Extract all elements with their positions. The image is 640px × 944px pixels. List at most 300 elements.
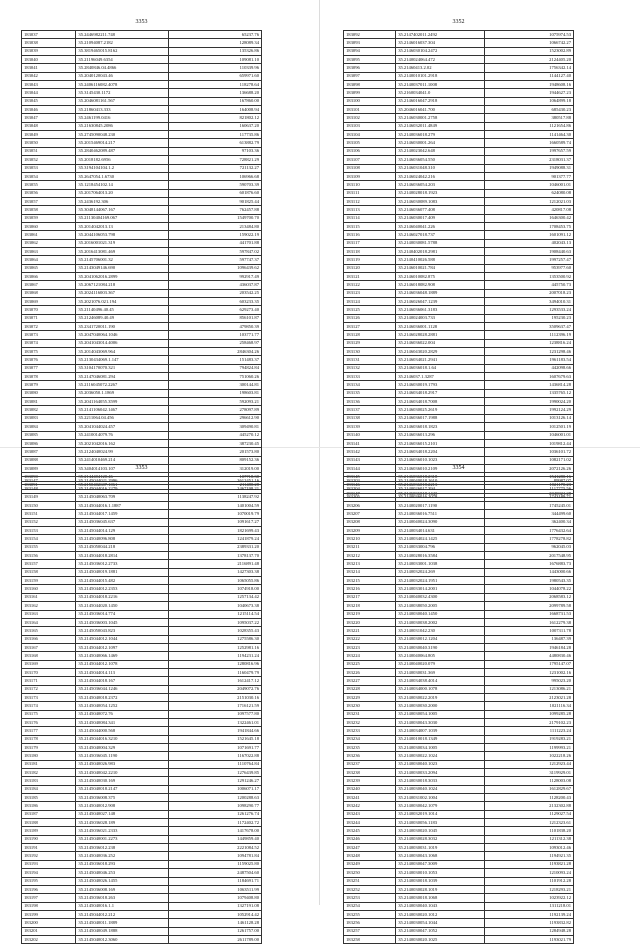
row-id-cell: 183095	[344, 56, 396, 64]
table-row	[344, 760, 574, 768]
code-cell: 35.2145044012.1078	[76, 660, 169, 668]
table-row	[344, 272, 574, 280]
table-row	[344, 618, 574, 626]
amount-cell: 1231002.16	[485, 668, 574, 676]
table-row	[344, 819, 574, 827]
row-id-cell: 183123	[344, 289, 396, 297]
code-cell: 35.2146030019.1793	[396, 381, 485, 389]
code-cell: 35.2461199.0416	[76, 114, 169, 122]
table-row	[344, 206, 574, 214]
code-cell: 35.2140030038.2002	[396, 618, 485, 626]
table-row	[344, 81, 574, 89]
amount-cell: 2132302.88	[485, 802, 574, 810]
code-cell: 35.2146036010.2109	[396, 464, 485, 472]
table-row	[22, 760, 262, 768]
amount-cell: 1776432.64	[485, 527, 574, 535]
code-cell: 35.2140030020.1025	[396, 935, 485, 943]
code-cell: 35.2145706001.32	[76, 256, 169, 264]
row-id-cell: 183240	[344, 785, 396, 793]
row-id-cell: 183226	[344, 668, 396, 676]
code-cell: 35.2144404120.46	[76, 473, 169, 481]
table-row	[22, 364, 262, 372]
amount-cell: 1284948.28	[485, 927, 574, 935]
amount-cell: 1280816.96	[169, 660, 262, 668]
table-row	[22, 39, 262, 47]
row-id-cell: 183108	[344, 164, 396, 172]
row-id-cell: 183250	[344, 869, 396, 877]
code-cell: 35.2146036010.1023	[396, 456, 485, 464]
row-id-cell: 183048	[22, 122, 76, 130]
amount-cell: 751060.26	[169, 373, 262, 381]
code-cell: 35.1218454102.14	[76, 181, 169, 189]
amount-cell: 151483.37	[169, 356, 262, 364]
table-row	[22, 114, 262, 122]
row-id-cell: 183046	[22, 106, 76, 114]
row-id-cell: 183149	[22, 493, 76, 501]
amount-cell: 1028355.43	[169, 627, 262, 635]
row-id-cell: 183132	[344, 364, 396, 372]
row-id-cell: 183253	[344, 894, 396, 902]
amount-cell: 1097577.80	[169, 710, 262, 718]
row-id-cell: 183063	[22, 247, 76, 255]
amount-cell: 856101.87	[169, 314, 262, 322]
code-cell: 35.2145036012.238	[76, 844, 169, 852]
code-cell: 35.2145040084.341	[76, 718, 169, 726]
row-id-cell: 183221	[344, 627, 396, 635]
code-cell: 35.2015469014.217	[76, 139, 169, 147]
row-id-cell: 183136	[344, 398, 396, 406]
table-row	[344, 398, 574, 406]
code-cell: 35.2147402011.2492	[396, 31, 485, 39]
amount-cell: 1098290.77	[169, 802, 262, 810]
table-row	[22, 910, 262, 918]
row-id-cell: 183105	[344, 139, 396, 147]
table-row	[344, 827, 574, 835]
table-row	[344, 431, 574, 439]
row-id-cell: 183230	[344, 702, 396, 710]
table-row	[22, 106, 262, 114]
row-id-cell: 183107	[344, 156, 396, 164]
row-id-cell: 183147	[344, 489, 396, 497]
amount-cell: 1436814.28	[485, 381, 574, 389]
amount-cell: 1036101.72	[485, 448, 574, 456]
code-cell: 35.2145036008.169	[76, 885, 169, 893]
row-id-cell: 183114	[344, 214, 396, 222]
table-row	[22, 577, 262, 585]
code-cell: 35.2140030010.1053	[396, 869, 485, 877]
code-cell: 35.2146034018.7008	[396, 398, 485, 406]
code-cell: 35.2018182.6956	[76, 156, 169, 164]
code-cell: 35.2140030030.2000	[396, 702, 485, 710]
amount-cell: 1213086.21	[485, 685, 574, 693]
amount-cell: 1378137.70	[169, 552, 262, 560]
table-row	[22, 752, 262, 760]
code-cell: 35.2414010469.214	[76, 456, 169, 464]
amount-cell: 1167022.88	[169, 752, 262, 760]
amount-cell: 1449859.40	[169, 835, 262, 843]
row-id-cell: 183071	[22, 314, 76, 322]
code-cell: 35.2145040012.3060	[76, 935, 169, 943]
amount-cell: 1612829.67	[485, 785, 574, 793]
row-id-cell: 183244	[344, 819, 396, 827]
data-table	[21, 30, 262, 490]
table-row	[22, 902, 262, 910]
table-row	[344, 794, 574, 802]
amount-cell: 1401004.59	[169, 502, 262, 510]
table-row	[344, 610, 574, 618]
table-row	[344, 602, 574, 610]
amount-cell: 1778278.82	[485, 535, 574, 543]
amount-cell: 953977.60	[485, 264, 574, 272]
amount-cell: 685430.23	[485, 106, 574, 114]
amount-cell: 1795147.07	[485, 660, 574, 668]
amount-cell: 1194921.35	[485, 852, 574, 860]
table-row	[344, 114, 574, 122]
amount-cell: 1091617.27	[169, 518, 262, 526]
row-id-cell: 183064	[22, 256, 76, 264]
row-id-cell: 183211	[344, 543, 396, 551]
row-id-cell: 183068	[22, 289, 76, 297]
code-cell: 35.2140030031.369	[396, 668, 485, 676]
code-cell: 35.21246089.40.49	[76, 314, 169, 322]
row-id-cell: 183235	[344, 744, 396, 752]
code-cell: 35.2145044015.482	[76, 577, 169, 585]
amount-cell: 601876.60	[169, 189, 262, 197]
data-table	[21, 476, 262, 944]
row-id-cell: 183086	[22, 439, 76, 447]
page-bottom-right	[343, 463, 574, 942]
row-id-cell: 183080	[22, 389, 76, 397]
amount-cell: 1949088.31	[485, 164, 574, 172]
table-row	[22, 222, 262, 230]
row-id-cell: 183192	[22, 852, 76, 860]
table-row	[22, 510, 262, 518]
table-row	[344, 122, 574, 130]
table-row	[344, 222, 574, 230]
code-cell: 35.2140024003.733	[396, 314, 485, 322]
code-cell: 35.2146026047.1239	[396, 298, 485, 306]
row-id-cell: 183243	[344, 810, 396, 818]
row-id-cell: 183039	[22, 47, 76, 55]
row-id-cell: 183233	[344, 727, 396, 735]
table-row	[22, 635, 262, 643]
code-cell: 35.2140033001.1038	[396, 560, 485, 568]
code-cell: 35.2145040049.1888	[76, 927, 169, 935]
row-id-cell: 183191	[22, 844, 76, 852]
amount-cell: 1012501.19	[485, 423, 574, 431]
vertical-divider	[319, 0, 320, 905]
code-cell: 35.2140033014.2001	[396, 585, 485, 593]
amount-cell: 1417678.00	[169, 827, 262, 835]
code-cell: 35.2145044000.568	[76, 727, 169, 735]
row-id-cell: 183178	[22, 735, 76, 743]
row-id-cell: 183117	[344, 239, 396, 247]
row-id-cell: 183258	[344, 935, 396, 943]
amount-cell: 1193832.82	[485, 919, 574, 927]
row-id-cell: 183112	[344, 197, 396, 205]
row-id-cell: 183121	[344, 272, 396, 280]
row-id-cell: 183067	[22, 281, 76, 289]
row-id-cell: 183069	[22, 298, 76, 306]
table-row	[344, 493, 574, 501]
row-id-cell: 183254	[344, 902, 396, 910]
code-cell: 35.2146028028.2881	[396, 331, 485, 339]
row-id-cell: 183251	[344, 877, 396, 885]
row-id-cell: 183207	[344, 510, 396, 518]
row-id-cell: 183158	[22, 568, 76, 576]
table-row	[22, 718, 262, 726]
code-cell: 35.2146034021.2941	[396, 356, 485, 364]
row-id-cell: 183055	[22, 181, 76, 189]
code-cell: 35.2145040030.169	[76, 777, 169, 785]
code-cell: 35.2145040036.252	[76, 852, 169, 860]
amount-cell: 2487504.60	[169, 869, 262, 877]
amount-cell: 1193821.28	[485, 860, 574, 868]
row-id-cell: 183052	[22, 156, 76, 164]
row-id-cell: 183200	[22, 919, 76, 927]
row-id-cell: 183100	[344, 97, 396, 105]
table-row	[22, 527, 262, 535]
amount-cell: 1079408.80	[169, 894, 262, 902]
row-id-cell: 183042	[22, 72, 76, 80]
code-cell: 35.2145036021.2333	[76, 827, 169, 835]
amount-cell: 159022.19	[169, 231, 262, 239]
code-cell: 35.2745090048.230	[76, 131, 169, 139]
page-number: 3352	[452, 19, 465, 25]
code-cell: 35.2067121084.218	[76, 281, 169, 289]
code-cell: 35.2140030028.3032	[396, 835, 485, 843]
amount-cell: 2151030.16	[169, 693, 262, 701]
row-id-cell: 183168	[22, 652, 76, 660]
amount-cell: 1660589.74	[485, 139, 574, 147]
row-id-cell: 183247	[344, 844, 396, 852]
code-cell: 35.2146031048.310	[396, 164, 485, 172]
row-id-cell: 183239	[344, 777, 396, 785]
table-row	[344, 718, 574, 726]
table-row	[344, 577, 574, 585]
code-cell: 35.2145040001.2273	[76, 835, 169, 843]
row-id-cell: 183227	[344, 677, 396, 685]
row-id-cell: 183129	[344, 339, 396, 347]
table-row	[344, 314, 574, 322]
table-row	[344, 298, 574, 306]
table-row	[344, 164, 574, 172]
row-id-cell: 183127	[344, 323, 396, 331]
amount-cell: 1117775.56	[485, 485, 574, 493]
code-cell: 35.2140032024.269	[396, 568, 485, 576]
table-row	[22, 935, 262, 943]
table-row	[22, 560, 262, 568]
table-row	[22, 685, 262, 693]
amount-cell: 3494010.31	[485, 298, 574, 306]
table-row	[22, 431, 262, 439]
table-row	[22, 214, 262, 222]
code-cell: 35.2140034024.1425	[396, 535, 485, 543]
code-cell: 35.2140030040.3190	[396, 643, 485, 651]
table-row	[344, 635, 574, 643]
table-row	[344, 735, 574, 743]
code-cell: 35.2146030104.2472	[396, 47, 485, 55]
amount-cell: 1052914.42	[169, 910, 262, 918]
table-row	[22, 568, 262, 576]
table-row	[344, 172, 574, 180]
amount-cell: 1159025.80	[169, 860, 262, 868]
code-cell: 35.2145050044.218	[76, 543, 169, 551]
code-cell: 35.2140030018.1068	[396, 894, 485, 902]
amount-cell: 1218293.21	[485, 885, 574, 893]
amount-cell: 1082171.02	[485, 456, 574, 464]
row-id-cell: 183142	[344, 448, 396, 456]
row-id-cell: 183049	[22, 131, 76, 139]
row-id-cell: 183155	[22, 543, 76, 551]
code-cell: 35.2146024042.216	[396, 172, 485, 180]
row-id-cell: 183082	[22, 406, 76, 414]
table-row	[22, 585, 262, 593]
row-id-cell: 183133	[344, 373, 396, 381]
code-cell: 35.2145044014.129	[76, 527, 169, 535]
code-cell: 35.2140033004.796	[396, 543, 485, 551]
row-id-cell: 183182	[22, 769, 76, 777]
code-cell: 35.2145036012.2733	[76, 560, 169, 568]
code-cell: 35.2130434069.1.147	[76, 356, 169, 364]
code-cell: 35.2140030040.1023	[396, 760, 485, 768]
code-cell: 35.2140037011.1008	[396, 81, 485, 89]
table-row	[344, 869, 574, 877]
amount-cell: 728821.29	[169, 156, 262, 164]
row-id-cell: 183257	[344, 927, 396, 935]
amount-cell: 1980543.35	[485, 577, 574, 585]
code-cell: 35.2140030040.1043	[396, 902, 485, 910]
amount-cell: 1075974.53	[485, 31, 574, 39]
amount-cell: 1200288.63	[169, 794, 262, 802]
amount-cell: 794824.84	[169, 364, 262, 372]
code-cell: 35.2140030028.1019	[396, 885, 485, 893]
code-cell: 35.2046081161.567	[76, 97, 169, 105]
code-cell: 35.2146010082.875	[396, 272, 485, 280]
table-row	[22, 348, 262, 356]
table-row	[22, 819, 262, 827]
amount-cell: 203542.25	[169, 289, 262, 297]
amount-cell: 2467198.21	[169, 485, 262, 493]
table-row	[344, 535, 574, 543]
row-id-cell: 183219	[344, 610, 396, 618]
table-row	[22, 485, 262, 493]
table-row	[344, 56, 574, 64]
code-cell: 35.2140040020.079	[396, 660, 485, 668]
row-id-cell: 183245	[344, 827, 396, 835]
amount-cell: 1257134.42	[169, 593, 262, 601]
amount-cell: 380517.88	[485, 114, 574, 122]
row-id-cell: 183148	[22, 485, 76, 493]
row-id-cell: 183246	[344, 835, 396, 843]
row-id-cell: 183092	[344, 31, 396, 39]
amount-cell: 1990024.20	[485, 398, 574, 406]
amount-cell: 901825.44	[169, 197, 262, 205]
amount-cell: 1756342.14	[485, 64, 574, 72]
amount-cell: 195230.23	[485, 314, 574, 322]
amount-cell: 1291246.27	[169, 777, 262, 785]
row-id-cell: 183116	[344, 231, 396, 239]
amount-cell: 160637.20	[169, 122, 262, 130]
table-row	[22, 156, 262, 164]
amount-cell: 106966.68	[169, 172, 262, 180]
code-cell: 35.2446982211.748	[76, 31, 169, 39]
row-id-cell: 183223	[344, 643, 396, 651]
code-cell: 35.2140030034.1005	[396, 744, 485, 752]
amount-cell: 312019.00	[169, 464, 262, 472]
table-row	[344, 189, 574, 197]
code-cell: 35.2145036018.263	[76, 894, 169, 902]
table-row	[344, 214, 574, 222]
amount-cell: 2846304.26	[169, 348, 262, 356]
amount-cell: 1612417.12	[169, 677, 262, 685]
table-row	[22, 97, 262, 105]
amount-cell: 136487.39	[485, 635, 574, 643]
table-row	[344, 181, 574, 189]
amount-cell: 1040673.38	[169, 602, 262, 610]
table-row	[22, 314, 262, 322]
table-row	[22, 769, 262, 777]
amount-cell: 809152.36	[169, 456, 262, 464]
row-id-cell: 183058	[22, 206, 76, 214]
amount-cell: 1541280.16	[485, 473, 574, 481]
table-row	[22, 264, 262, 272]
amount-cell: 1212923.44	[485, 760, 574, 768]
table-row	[344, 381, 574, 389]
row-id-cell: 183061	[22, 231, 76, 239]
code-cell: 35.2840846.04.4866	[76, 64, 169, 72]
table-row	[22, 373, 262, 381]
table-row	[344, 777, 574, 785]
table-row	[22, 323, 262, 331]
code-cell: 35.2036050.1.1869	[76, 389, 169, 397]
table-row	[344, 560, 574, 568]
row-id-cell: 183160	[22, 585, 76, 593]
row-id-cell: 183218	[344, 602, 396, 610]
code-cell: 35.2140030018.1039	[396, 877, 485, 885]
table-row	[22, 668, 262, 676]
table-row	[344, 627, 574, 635]
code-cell: 35.2145036008.375	[76, 794, 169, 802]
table-row	[22, 593, 262, 601]
table-row	[344, 47, 574, 55]
amount-cell: 1668731.53	[485, 610, 574, 618]
row-id-cell: 183173	[22, 693, 76, 701]
code-cell: 35.2044106053.798	[76, 231, 169, 239]
table-row	[344, 423, 574, 431]
amount-cell: 1944627.23	[485, 89, 574, 97]
amount-cell: 1427303.38	[169, 568, 262, 576]
amount-cell: 2072126.26	[485, 464, 574, 472]
amount-cell: 1275586.30	[169, 635, 262, 643]
amount-cell: 3119929.01	[485, 769, 574, 777]
table-row	[344, 139, 574, 147]
code-cell: 35.21630845.2086	[76, 122, 169, 130]
table-row	[22, 231, 262, 239]
table-row	[22, 535, 262, 543]
code-cell: 35.2047040064.1046	[76, 331, 169, 339]
amount-cell: 1013126.14	[485, 414, 574, 422]
table-row	[22, 869, 262, 877]
table-row	[22, 64, 262, 72]
amount-cell: 603233.35	[169, 298, 262, 306]
row-id-cell: 183104	[344, 131, 396, 139]
amount-cell: 1212021.03	[485, 197, 574, 205]
code-cell: 35.2145044017.1459	[76, 510, 169, 518]
row-id-cell: 183083	[22, 414, 76, 422]
amount-cell: 1948608.16	[485, 81, 574, 89]
table-row	[344, 364, 574, 372]
